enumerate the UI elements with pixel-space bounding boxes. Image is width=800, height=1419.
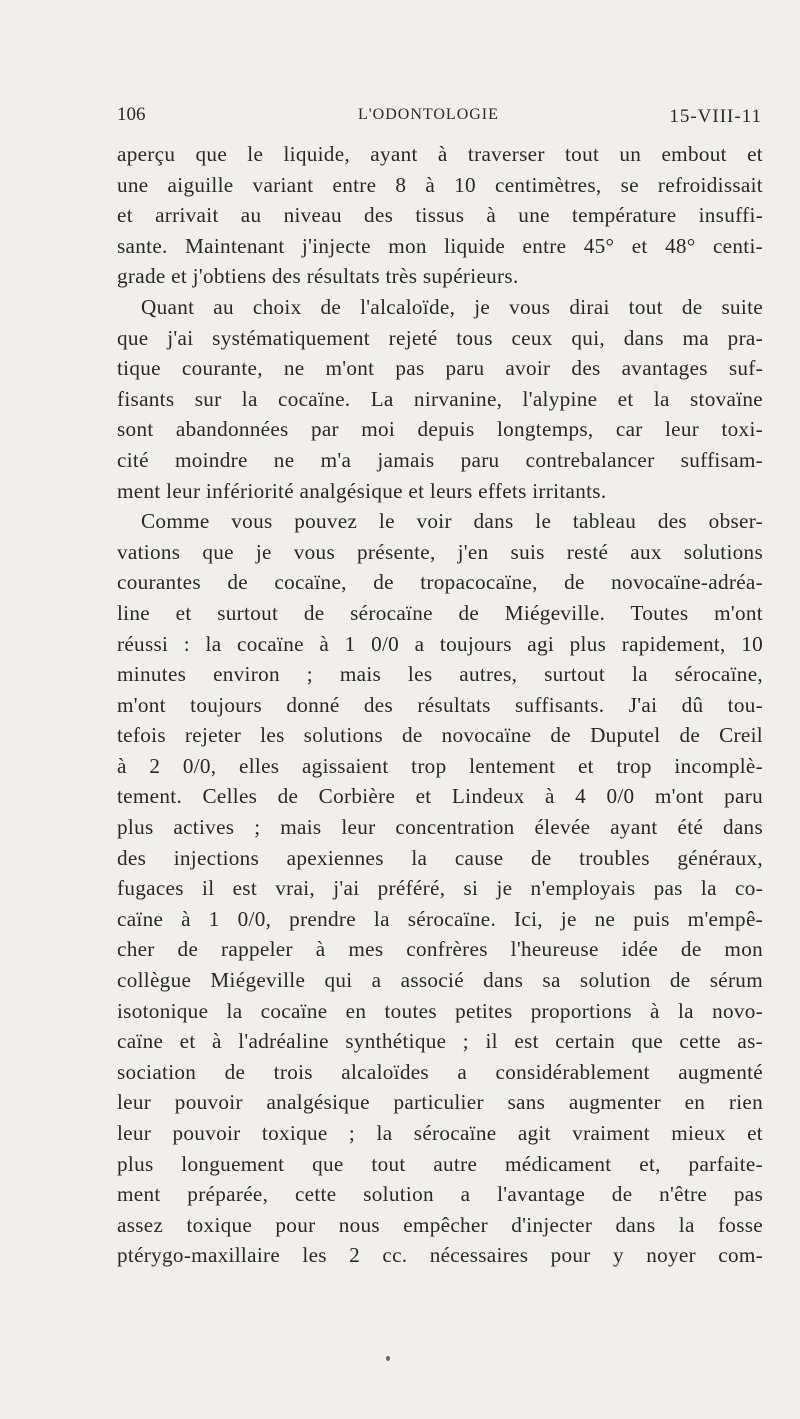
running-title: L'ODONTOLOGIE — [358, 106, 499, 123]
text-line: isotonique la cocaïne en toutes petites proportions à la novo- — [117, 998, 763, 1023]
text-line: que j'ai systématiquement rejeté tous ceux qui, dans ma pra- — [117, 325, 763, 350]
text-line: sont abandonnées par moi depuis longtemps, car leur toxi- — [117, 417, 763, 442]
text-line: courantes de cocaïne, de tropacocaïne, de novocaïne-adréa- — [117, 570, 763, 595]
text-line: leur pouvoir analgésique particulier sans augmenter en rien — [117, 1090, 763, 1115]
text-line: tement. Celles de Corbière et Lindeux à 4 0/0 m'ont paru — [117, 784, 763, 809]
issue-date: 15-VIII-11 — [669, 106, 762, 127]
text-line: cité moindre ne m'a jamais paru contrebalancer suffisam- — [117, 447, 763, 472]
text-line: Quant au choix de l'alcaloïde, je vous dirai tout de suite — [141, 294, 763, 319]
text-line: à 2 0/0, elles agissaient trop lentement et trop incomplè- — [117, 753, 763, 778]
body-text — [117, 139, 763, 1271]
text-line: plus longuement que tout autre médicament et, parfaite- — [117, 1151, 763, 1176]
text-line: sante. Maintenant j'injecte mon liquide entre 45° et 48° centi- — [117, 233, 763, 258]
text-line: m'ont toujours donné des résultats suffisants. J'ai dû tou- — [117, 692, 763, 717]
ink-speck — [386, 1356, 390, 1361]
text-line: assez toxique pour nous empêcher d'injecter dans la fosse — [117, 1212, 763, 1237]
text-line: vations que je vous présente, j'en suis resté aux solutions — [117, 539, 763, 564]
text-line: minutes environ ; mais les autres, surtout la sérocaïne, — [117, 662, 763, 687]
text-line: tique courante, ne m'ont pas paru avoir des avantages suf- — [117, 356, 763, 381]
text-line: ment leur infériorité analgésique et leurs effets irritants. — [117, 478, 607, 503]
text-line: plus actives ; mais leur concentration élevée ayant été dans — [117, 815, 763, 840]
text-line: Comme vous pouvez le voir dans le tableau des obser- — [141, 509, 763, 534]
page-number: 106 — [117, 104, 146, 125]
text-line: caïne à 1 0/0, prendre la sérocaïne. Ici, je ne puis m'empê- — [117, 906, 763, 931]
text-line: sociation de trois alcaloïdes a considérablement augmenté — [117, 1059, 763, 1084]
text-line: fugaces il est vrai, j'ai préféré, si je n'employais pas la co- — [117, 876, 763, 901]
text-line: tefois rejeter les solutions de novocaïne de Duputel de Creil — [117, 723, 763, 748]
text-line: caïne et à l'adréaline synthétique ; il est certain que cette as- — [117, 1029, 763, 1054]
text-line: des injections apexiennes la cause de troubles généraux, — [117, 845, 763, 870]
text-line: ment préparée, cette solution a l'avantage de n'être pas — [117, 1182, 763, 1207]
text-line: collègue Miégeville qui a associé dans sa solution de sérum — [117, 968, 763, 993]
text-line: grade et j'obtiens des résultats très supérieurs. — [117, 264, 519, 289]
text-line: une aiguille variant entre 8 à 10 centimètres, se refroidissait — [117, 172, 763, 197]
text-line: line et surtout de sérocaïne de Miégeville. Toutes m'ont — [117, 600, 763, 625]
text-line: réussi : la cocaïne à 1 0/0 a toujours agi plus rapidement, 10 — [117, 631, 763, 656]
text-line: aperçu que le liquide, ayant à traverser tout un embout et — [117, 142, 763, 166]
text-line: et arrivait au niveau des tissus à une température insuffi- — [117, 203, 763, 228]
text-line: ptérygo-maxillaire les 2 cc. nécessaires pour y noyer com- — [117, 1243, 763, 1268]
text-line: leur pouvoir toxique ; la sérocaïne agit vraiment mieux et — [117, 1121, 763, 1145]
text-line: cher de rappeler à mes confrères l'heureuse idée de mon — [117, 937, 763, 962]
running-header — [117, 104, 762, 132]
text-line: fisants sur la cocaïne. La nirvanine, l'alypine et la stovaïne — [117, 386, 763, 411]
